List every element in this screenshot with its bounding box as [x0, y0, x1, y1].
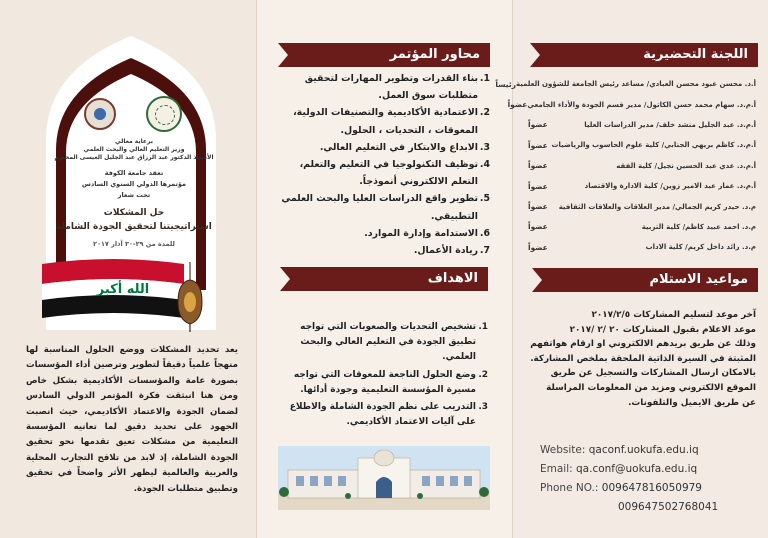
goal-item — [274, 368, 488, 398]
date-line: بالامكان ارسال المشاركات والتسجيل عن طريق الموقع الالكتروني ومزيد من المعلومات المراسلة عن طريق الايميل والتلفونات. — [546, 368, 756, 408]
dates-title: مواعيد الاستلام — [649, 272, 748, 287]
axis-item — [272, 104, 490, 138]
goals-list — [274, 320, 488, 430]
goals-title: الاهداف — [427, 271, 478, 286]
item-text: الاستدامة وإدارة الموارد. — [364, 227, 478, 239]
member-name: أ.م.د. عدي عبد الحسين نجيل/ كلية الفقه — [616, 161, 756, 170]
patron-line: الأستاذ الدكتور عبد الرزاق عبد الجليل العيسى المحترم — [54, 154, 214, 161]
item-text: الابداع والابتكار في التعليم العالي. — [319, 141, 478, 153]
header-notch — [530, 43, 540, 67]
item-text: وضع الحلول الناجعة للمعوقات التي تواجه مسيرة المؤسسة التعليمية وجودة أدائها. — [293, 369, 476, 395]
intro-paragraph: يعد تحديد المشكلات ووضع الحلول المناسبة لها منهجاً علمياً دقيقاً لتطوير وترصين أداء المؤسسات بصورة عامة والمؤسسات الأكاديمية بشكل خاص ومن هنا انبثقت فكرة المؤتمر الدولي السادس لضمان الجودة والاعتماد الأكاديمي، حيث انصبت الجهود على تحديد دقيق لما تعانيه المؤسسة التعليمية من مشكلات تعيق تقدمها نحو تحقيق الجودة الشاملة، إذ لابد من تلاقح التجارب المحلية والعربية والعالمية ليظهر الأثر واضحاً في تحقيق وتطبيق متطلبات الجودة. — [26, 345, 238, 494]
goals-header — [280, 267, 488, 291]
member-role: عضواً — [528, 161, 548, 171]
axis-item — [272, 156, 490, 190]
slogan — [54, 206, 214, 234]
item-text: ريادة الأعمال. — [413, 245, 478, 257]
member-name: أ.م.د. عبد الجليل منشد خلف/ مدير الدراسات العليا — [584, 120, 756, 129]
committee-row — [528, 156, 756, 176]
header-notch — [532, 268, 542, 292]
patron-line: برعاية معالي — [115, 138, 153, 145]
slogan-line: حل المشكلات — [103, 208, 165, 218]
email-label: Email: — [540, 463, 573, 475]
member-role: عضواً — [528, 140, 548, 150]
phone-label: Phone NO.: — [540, 482, 599, 494]
flag-black-stripe — [42, 295, 184, 318]
member-name: م.د. حيدر كريم الجمالي/ مدير العلاقات والعلاقات الثقافية — [558, 202, 756, 211]
goal-item — [274, 400, 488, 430]
university-logo — [146, 96, 182, 132]
phone-number: 009647502768041 — [618, 501, 719, 513]
dates-section — [530, 308, 756, 410]
date-line: وذلك عن طريق بريدهم الالكتروني او ارقام هواتفهم المثبتة في السيرة الذاتية الملحقة بملخص المشاركة. — [530, 339, 756, 364]
axis-item — [272, 225, 490, 242]
goal-item — [274, 320, 488, 366]
committee-row — [507, 94, 756, 114]
patron-line: وزير التعليم العالي والبحث العلمي — [83, 146, 185, 153]
email-link[interactable]: qa.conf@uokufa.edu.iq — [576, 463, 698, 475]
committee-header — [530, 43, 758, 67]
member-name: م.د. احمد عبيد كاظم/ كلية التربية — [641, 222, 756, 231]
organizer: تعقد جامعة الكوفة — [104, 169, 164, 177]
website-link[interactable]: qaconf.uokufa.edu.iq — [588, 444, 699, 456]
member-name: أ.م.د. عمار عبد الامير زوين/ كلية الادارة والاقتصاد — [584, 182, 756, 191]
logo-ring — [155, 105, 175, 125]
item-number: 1. — [478, 322, 488, 332]
committee-row — [528, 176, 756, 196]
fold-line — [256, 0, 257, 538]
axis-item — [272, 70, 490, 104]
member-role: عضواً — [528, 202, 548, 212]
item-text: تشخيص التحديات والصعوبات التي تواجه تطبيق الجودة في التعليم العالي والبحث العلمي. — [300, 322, 476, 363]
member-role: رئيساً — [495, 79, 516, 89]
item-text: التدريب على نظم الجودة الشاملة والاطلاع على آليات الاعتماد الأكاديمي. — [289, 402, 476, 428]
conference-name: مؤتمرها الدولي السنوي السادس — [81, 180, 187, 188]
item-text: بناء القدرات وتطوير المهارات لتحقيق متطلبات سوق العمل. — [304, 73, 478, 102]
item-text: تطوير واقع الدراسات العليا والبحث العلمي التطبيقي. — [281, 193, 478, 222]
member-role: عضواً — [528, 120, 548, 130]
phone-number: 009647816050979 — [601, 482, 702, 494]
committee-row — [528, 115, 756, 135]
axes-header — [278, 43, 490, 67]
phone-row — [540, 479, 740, 498]
committee-row — [528, 196, 756, 216]
axes-title: محاور المؤتمر — [389, 47, 480, 62]
committee-list — [495, 74, 756, 258]
member-name: أ.م.د. كاظم بريهي الجنابي/ كلية علوم الحاسوب والرياضيات — [551, 141, 756, 150]
dates-header — [532, 268, 758, 292]
item-number: 2. — [479, 107, 490, 119]
committee-row — [528, 135, 756, 155]
date-line: موعد الاعلام بقبول المشاركات ٢٠ /٢ /٢٠١٧ — [569, 324, 756, 335]
conference-info — [54, 168, 214, 201]
axes-list — [272, 70, 490, 259]
date-line: آخر موعد لتسليم المشاركات ٢٠١٧/٢/٥ — [591, 310, 756, 320]
patronage — [54, 138, 214, 162]
website-label: Website: — [540, 444, 586, 456]
item-number: 3. — [479, 141, 490, 153]
item-number: 2. — [478, 369, 488, 380]
university-building-photo — [278, 446, 490, 510]
phone-row — [540, 498, 740, 517]
header-notch — [280, 267, 290, 291]
item-text: الاعتمادية الأكاديمية والتصنيفات الدولية، المعوقات ، التحديات ، الحلول. — [293, 107, 478, 136]
item-text: توظيف التكنولوجيا في التعليم والتعلم، التعلم الالكتروني أنموذجاً. — [299, 159, 478, 188]
slogan-intro: تحت شعار — [117, 191, 151, 199]
dome — [374, 450, 394, 466]
axis-item — [272, 139, 490, 156]
member-role: عضواً — [507, 100, 528, 110]
member-role: عضواً — [528, 222, 548, 232]
committee-row — [528, 237, 756, 257]
item-number: 3. — [478, 402, 488, 413]
member-role: عضواً — [528, 242, 548, 252]
flag-text: الله أكبر — [96, 282, 150, 297]
header-notch — [278, 43, 288, 67]
quality-logo — [84, 98, 116, 130]
member-name: أ.د. محسن عبود محسن العبادي/ مساعد رئيس الجامعة للشؤون العلمية — [515, 80, 756, 89]
logo-center — [94, 108, 106, 120]
item-number: 7. — [479, 245, 490, 257]
conference-period: للمدة من ٢٩-٣٠ آذار ٢٠١٧ — [93, 240, 175, 248]
lamp-ornament-icon — [170, 262, 210, 332]
website-row — [540, 441, 740, 460]
member-name: أ.م.د. سهام محمد حسن الكاتول/ مدير قسم الجودة والأداء الجامعي — [527, 100, 756, 109]
member-name: م.د. رائد داخل كريم/ كلية الاداب — [645, 243, 756, 252]
committee-row — [495, 74, 756, 94]
axis-item — [272, 242, 490, 259]
committee-row — [528, 217, 756, 237]
committee-title: اللجنة التحضيرية — [643, 47, 748, 62]
contact-info — [540, 441, 740, 517]
item-number: 5. — [479, 193, 490, 205]
slogan-line: استراتيجيتنا لتحقيق الجودة الشاملة — [56, 222, 212, 232]
item-number: 6. — [479, 227, 490, 239]
item-number: 1. — [479, 73, 490, 84]
member-role: عضواً — [528, 181, 548, 191]
entrance-arch — [376, 477, 392, 498]
email-row — [540, 460, 740, 479]
axis-item — [272, 190, 490, 224]
item-number: 4. — [479, 159, 490, 171]
